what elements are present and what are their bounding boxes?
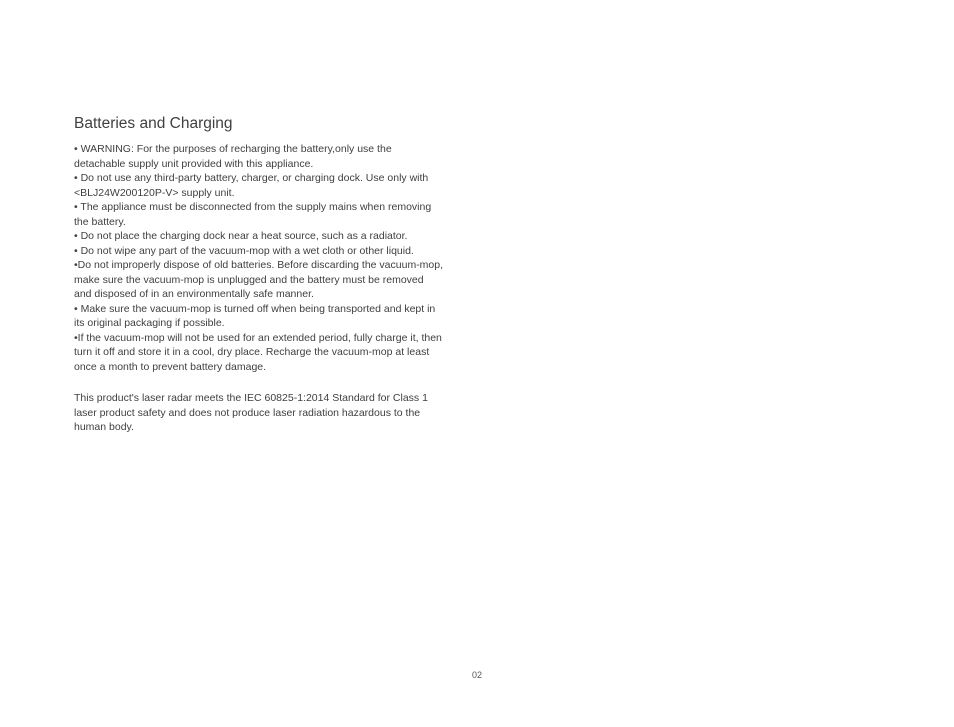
bullet-item: • Do not wipe any part of the vacuum-mop with a wet cloth or other liquid. xyxy=(74,244,414,257)
bullet-item: • Do not place the charging dock near a heat source, such as a radiator. xyxy=(74,230,408,242)
bullet-item: • Do not use any third-party battery, charger, or charging dock. Use only with <BLJ24W200120P-V> supply unit. xyxy=(74,172,429,199)
bullet-item: • The appliance must be disconnected from the supply mains when removing the battery. xyxy=(74,201,432,228)
bullet-item: •If the vacuum-mop will not be used for an extended period, fully charge it, then turn it off and store it in a cool, dry place. Recharge the vacuum-mop at least once a month to prevent battery damage. xyxy=(74,331,442,373)
document-body xyxy=(74,114,444,435)
laser-safety-note: This product's laser radar meets the IEC 60825-1:2014 Standard for Class 1 laser product safety and does not produce laser radiation hazardous to the human body. xyxy=(74,392,428,433)
bullet-item: • Make sure the vacuum-mop is turned off when being transported and kept in its original packaging if possible. xyxy=(74,302,436,329)
safety-bullet-list xyxy=(74,142,444,374)
page-number: 02 xyxy=(471,670,482,680)
bullet-item: • WARNING: For the purposes of recharging the battery,only use the detachable supply unit provided with this appliance. xyxy=(74,143,392,170)
section-title: Batteries and Charging xyxy=(74,115,233,132)
bullet-item: •Do not improperly dispose of old batteries. Before discarding the vacuum-mop, make sure the vacuum-mop is unplugged and the battery must be removed and disposed of in an environmentally safe manner. xyxy=(74,259,444,300)
